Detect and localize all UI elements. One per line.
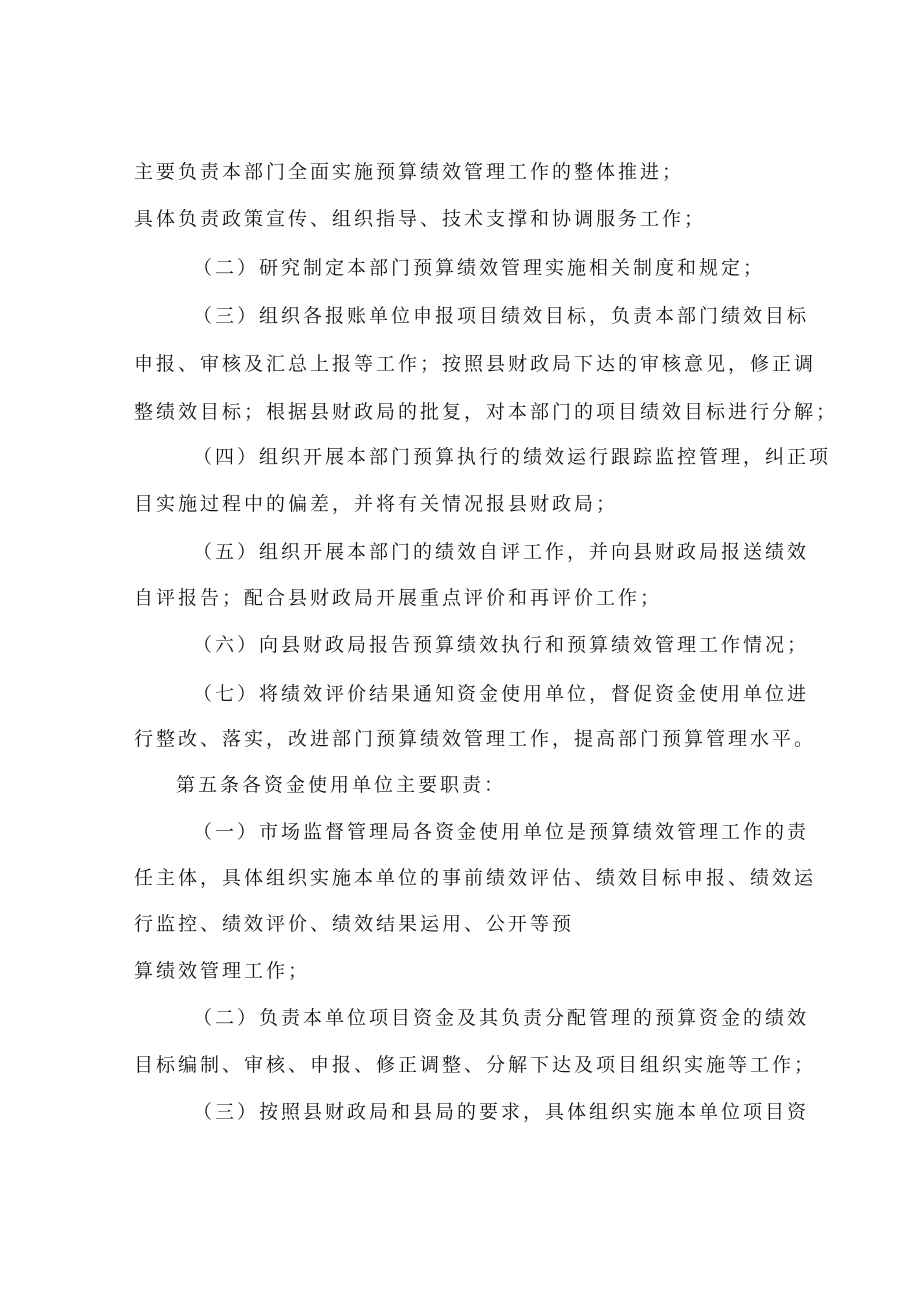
text-line-4: （三）组织各报账单位申报项目绩效目标，负责本部门绩效目标 [193,305,810,327]
text-line-15: （一）市场监督管理局各资金使用单位是预算绩效管理工作的责 [193,821,810,843]
text-line-12: （七）将绩效评价结果通知资金使用单位，督促资金使用单位进 [193,683,810,705]
text-line-13: 行整改、落实，改进部门预算绩效管理工作，提高部门预算管理水平。 [134,728,817,750]
text-line-21: （三）按照县财政局和县局的要求，具体组织实施本单位项目资 [193,1101,810,1123]
text-line-10: 自评报告；配合县财政局开展重点评价和再评价工作； [134,587,663,609]
text-line-16: 任主体，具体组织实施本单位的事前绩效评估、绩效目标申报、绩效运 [134,867,817,889]
text-line-8: 目实施过程中的偏差，并将有关情况报县财政局； [134,493,619,515]
text-line-2: 具体负责政策宣传、组织指导、技术支撑和协调服务工作； [134,208,707,230]
text-line-9: （五）组织开展本部门的绩效自评工作，并向县财政局报送绩效 [193,541,810,563]
text-line-1: 主要负责本部门全面实施预算绩效管理工作的整体推进； [134,161,685,183]
text-line-14: 第五条各资金使用单位主要职责： [176,774,507,796]
text-line-3: （二）研究制定本部门预算绩效管理实施相关制度和规定； [193,257,766,279]
text-line-17: 行监控、绩效评价、绩效结果运用、公开等预 [134,913,575,935]
text-line-18: 算绩效管理工作； [134,960,311,982]
text-line-20: 目标编制、审核、申报、修正调整、分解下达及项目组织实施等工作； [134,1054,817,1076]
text-line-19: （二）负责本单位项目资金及其负责分配管理的预算资金的绩效 [193,1007,810,1029]
text-line-5: 申报、审核及汇总上报等工作；按照县财政局下达的审核意见，修正调 [134,353,817,375]
text-line-11: （六）向县财政局报告预算绩效执行和预算绩效管理工作情况； [193,634,810,656]
text-line-7: （四）组织开展本部门预算执行的绩效运行跟踪监控管理，纠正项 [193,446,832,468]
text-line-6: 整绩效目标；根据县财政局的批复，对本部门的项目绩效目标进行分解； [134,401,839,423]
